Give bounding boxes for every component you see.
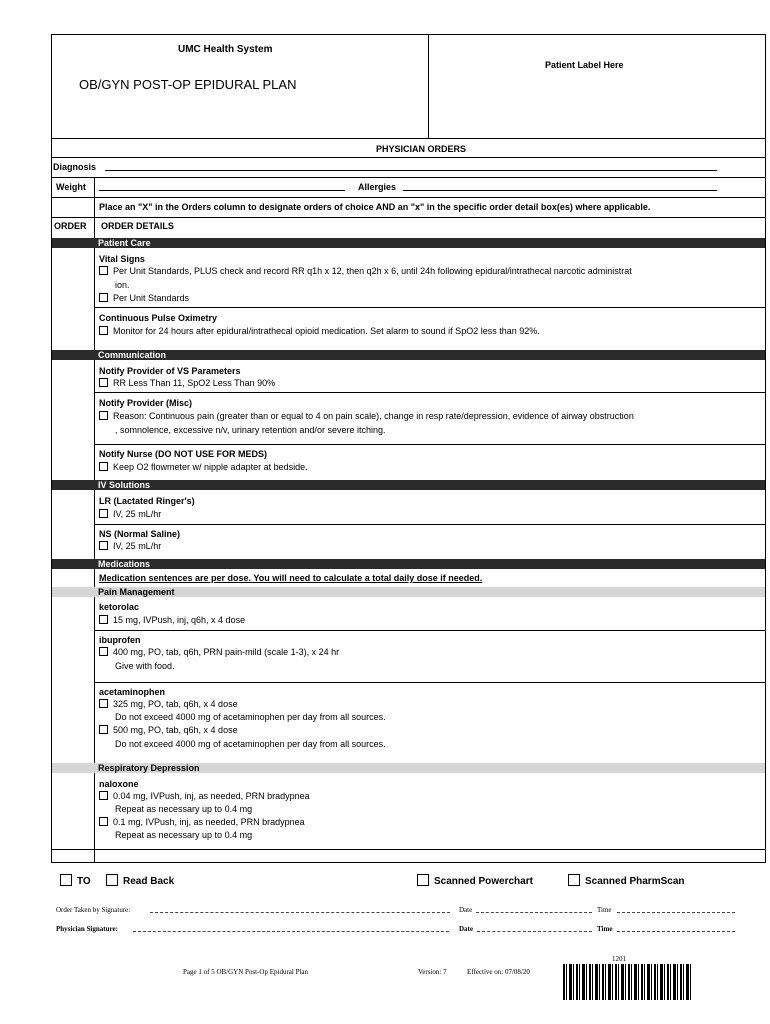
order-title: Notify Provider (Misc) — [99, 398, 193, 408]
to-checkbox[interactable] — [60, 874, 72, 886]
rule — [94, 682, 766, 683]
order-option[interactable] — [99, 377, 275, 389]
effective-date: Effective on: 07/08/20 — [467, 968, 530, 976]
checkbox[interactable] — [99, 326, 108, 335]
option-text: 400 mg, PO, tab, q6h, PRN pain-mild (scale 1-3), x 24 hr — [113, 647, 340, 657]
section-title: PHYSICIAN ORDERS — [376, 144, 467, 154]
order-option[interactable] — [99, 614, 245, 626]
option-text: Keep O2 flowmeter w/ nipple adapter at bedside. — [113, 462, 308, 472]
scanned-pharmscan-label: Scanned PharmScan — [585, 876, 685, 887]
scanned-pharmscan-checkbox[interactable] — [568, 874, 580, 886]
section-bar-communication — [52, 350, 765, 360]
to-checkbox-row[interactable] — [60, 874, 91, 888]
time-label: Time — [597, 906, 612, 914]
order-title: Notify Nurse (DO NOT USE FOR MEDS) — [99, 449, 268, 459]
physician-date-field[interactable] — [477, 931, 592, 932]
checkbox[interactable] — [99, 293, 108, 302]
section-label: IV Solutions — [98, 480, 151, 490]
order-option[interactable] — [99, 790, 310, 802]
section-label: Medications — [98, 559, 151, 569]
option-text: 0.04 mg, IVPush, inj, as needed, PRN bradypnea — [113, 791, 310, 801]
order-title: Notify Provider of VS Parameters — [99, 366, 241, 376]
section-bar-patient-care — [52, 238, 765, 248]
order-title: ibuprofen — [99, 635, 141, 645]
col-details-header: ORDER DETAILS — [101, 221, 174, 231]
option-text: 500 mg, PO, tab, q6h, x 4 dose — [113, 725, 238, 735]
option-note: Do not exceed 4000 mg of acetaminophen per day from all sources. — [115, 739, 386, 749]
section-bar-pain-management — [52, 587, 765, 597]
rule — [51, 197, 766, 198]
order-title: LR (Lactated Ringer's) — [99, 496, 195, 506]
option-text-cont: ion. — [115, 280, 130, 290]
rule — [51, 849, 766, 850]
option-text: RR Less Than 11, SpO2 Less Than 90% — [113, 378, 276, 388]
checkbox[interactable] — [99, 541, 108, 550]
barcode — [563, 964, 693, 1000]
date-label: Date — [459, 925, 473, 933]
barcode-number: 1201 — [612, 955, 626, 963]
option-text: Reason: Continuous pain (greater than or equal to 4 on pain scale), change in resp rate/depression, evidence of airway obstruction — [113, 411, 634, 421]
checkbox[interactable] — [99, 817, 108, 826]
option-text: 325 mg, PO, tab, q6h, x 4 dose — [113, 699, 238, 709]
order-option[interactable] — [99, 508, 161, 520]
order-option[interactable] — [99, 410, 634, 422]
org-name: UMC Health System — [178, 44, 273, 55]
order-title: Continuous Pulse Oximetry — [99, 313, 218, 323]
rule — [51, 217, 766, 218]
checkbox[interactable] — [99, 699, 108, 708]
section-label: Respiratory Depression — [98, 763, 200, 773]
rule — [94, 630, 766, 631]
diagnosis-label: Diagnosis — [53, 162, 97, 172]
rule — [94, 392, 766, 393]
option-text: IV, 25 mL/hr — [113, 541, 162, 551]
rule — [94, 307, 766, 308]
order-title: acetaminophen — [99, 687, 166, 697]
order-taken-time-field[interactable] — [617, 912, 735, 913]
option-text: IV, 25 mL/hr — [113, 509, 162, 519]
order-option[interactable] — [99, 816, 305, 828]
order-title: NS (Normal Saline) — [99, 529, 181, 539]
page-title: OB/GYN POST-OP EPIDURAL PLAN — [79, 77, 297, 92]
checkbox[interactable] — [99, 615, 108, 624]
option-text: Per Unit Standards, PLUS check and record RR q1h x 12, then q2h x 6, until 24h following epidural/intrathecal narcotic administrat — [113, 266, 632, 276]
section-label: Patient Care — [98, 238, 151, 248]
patient-label: Patient Label Here — [545, 60, 624, 70]
checkbox[interactable] — [99, 725, 108, 734]
option-note: Give with food. — [115, 661, 175, 671]
order-title: Vital Signs — [99, 254, 145, 264]
allergies-label: Allergies — [358, 182, 397, 192]
order-taken-date-field[interactable] — [476, 912, 592, 913]
diagnosis-field[interactable] — [105, 170, 717, 171]
rule — [51, 177, 766, 178]
version: Version: 7 — [418, 968, 447, 976]
checkbox[interactable] — [99, 411, 108, 420]
order-option[interactable] — [99, 265, 632, 277]
option-note: Do not exceed 4000 mg of acetaminophen per day from all sources. — [115, 712, 386, 722]
order-option[interactable] — [99, 540, 161, 552]
scanned-pharmscan-row[interactable] — [568, 874, 684, 888]
order-option[interactable] — [99, 292, 189, 304]
allergies-field[interactable] — [403, 190, 717, 191]
checkbox[interactable] — [99, 462, 108, 471]
order-taken-label: Order Taken by Signature: — [56, 906, 131, 914]
scanned-powerchart-label: Scanned Powerchart — [434, 876, 533, 887]
option-text: Monitor for 24 hours after epidural/intrathecal opioid medication. Set alarm to sound if SpO2 less than 92%. — [113, 326, 540, 336]
option-text: 15 mg, IVPush, inj, q6h, x 4 dose — [113, 615, 246, 625]
date-label: Date — [459, 906, 473, 914]
page-info: Page 1 of 5 OB/GYN Post-Op Epidural Plan — [183, 968, 309, 976]
checkbox[interactable] — [99, 266, 108, 275]
section-label: Pain Management — [98, 587, 175, 597]
header-divider — [428, 34, 429, 138]
read-back-label: Read Back — [123, 876, 175, 887]
rule — [51, 157, 766, 158]
physician-time-field[interactable] — [617, 931, 735, 932]
physician-signature-field[interactable] — [133, 931, 449, 932]
rule — [94, 444, 766, 445]
to-label: TO — [77, 876, 91, 887]
header-bottom-line — [51, 138, 766, 139]
weight-label: Weight — [56, 182, 86, 192]
option-text-cont: , somnolence, excessive n/v, urinary retention and/or severe itching. — [115, 425, 386, 435]
order-option[interactable] — [99, 724, 238, 736]
checkbox[interactable] — [99, 647, 108, 656]
order-option[interactable] — [99, 698, 238, 710]
scanned-powerchart-row[interactable] — [417, 874, 533, 888]
scanned-powerchart-checkbox[interactable] — [417, 874, 429, 886]
order-option[interactable] — [99, 646, 339, 658]
order-title: ketorolac — [99, 602, 140, 612]
order-title: naloxone — [99, 779, 139, 789]
checkbox[interactable] — [99, 378, 108, 387]
order-option[interactable] — [99, 461, 308, 473]
time-label: Time — [597, 925, 613, 933]
read-back-checkbox[interactable] — [106, 874, 118, 886]
option-text: Per Unit Standards — [113, 293, 190, 303]
checkbox[interactable] — [99, 791, 108, 800]
option-note: Repeat as necessary up to 0.4 mg — [115, 804, 253, 814]
medications-note: Medication sentences are per dose. You will need to calculate a total daily dose if needed. — [99, 573, 483, 583]
section-bar-respiratory-depression — [52, 763, 765, 773]
section-bar-iv-solutions — [52, 480, 765, 490]
option-note: Repeat as necessary up to 0.4 mg — [115, 830, 253, 840]
rule — [94, 524, 766, 525]
col-order-header: ORDER — [54, 221, 87, 231]
checkbox[interactable] — [99, 509, 108, 518]
instructions: Place an "X" in the Orders column to designate orders of choice AND an "x" in the specific order detail box(es) where applicable. — [99, 202, 651, 212]
read-back-row[interactable] — [106, 874, 174, 888]
order-option[interactable] — [99, 325, 540, 337]
weight-field[interactable] — [99, 190, 345, 191]
order-taken-signature-field[interactable] — [150, 912, 450, 913]
section-bar-medications — [52, 559, 765, 569]
option-text: 0.1 mg, IVPush, inj, as needed, PRN bradypnea — [113, 817, 305, 827]
physician-sig-label: Physician Signature: — [56, 925, 118, 933]
section-label: Communication — [98, 350, 167, 360]
